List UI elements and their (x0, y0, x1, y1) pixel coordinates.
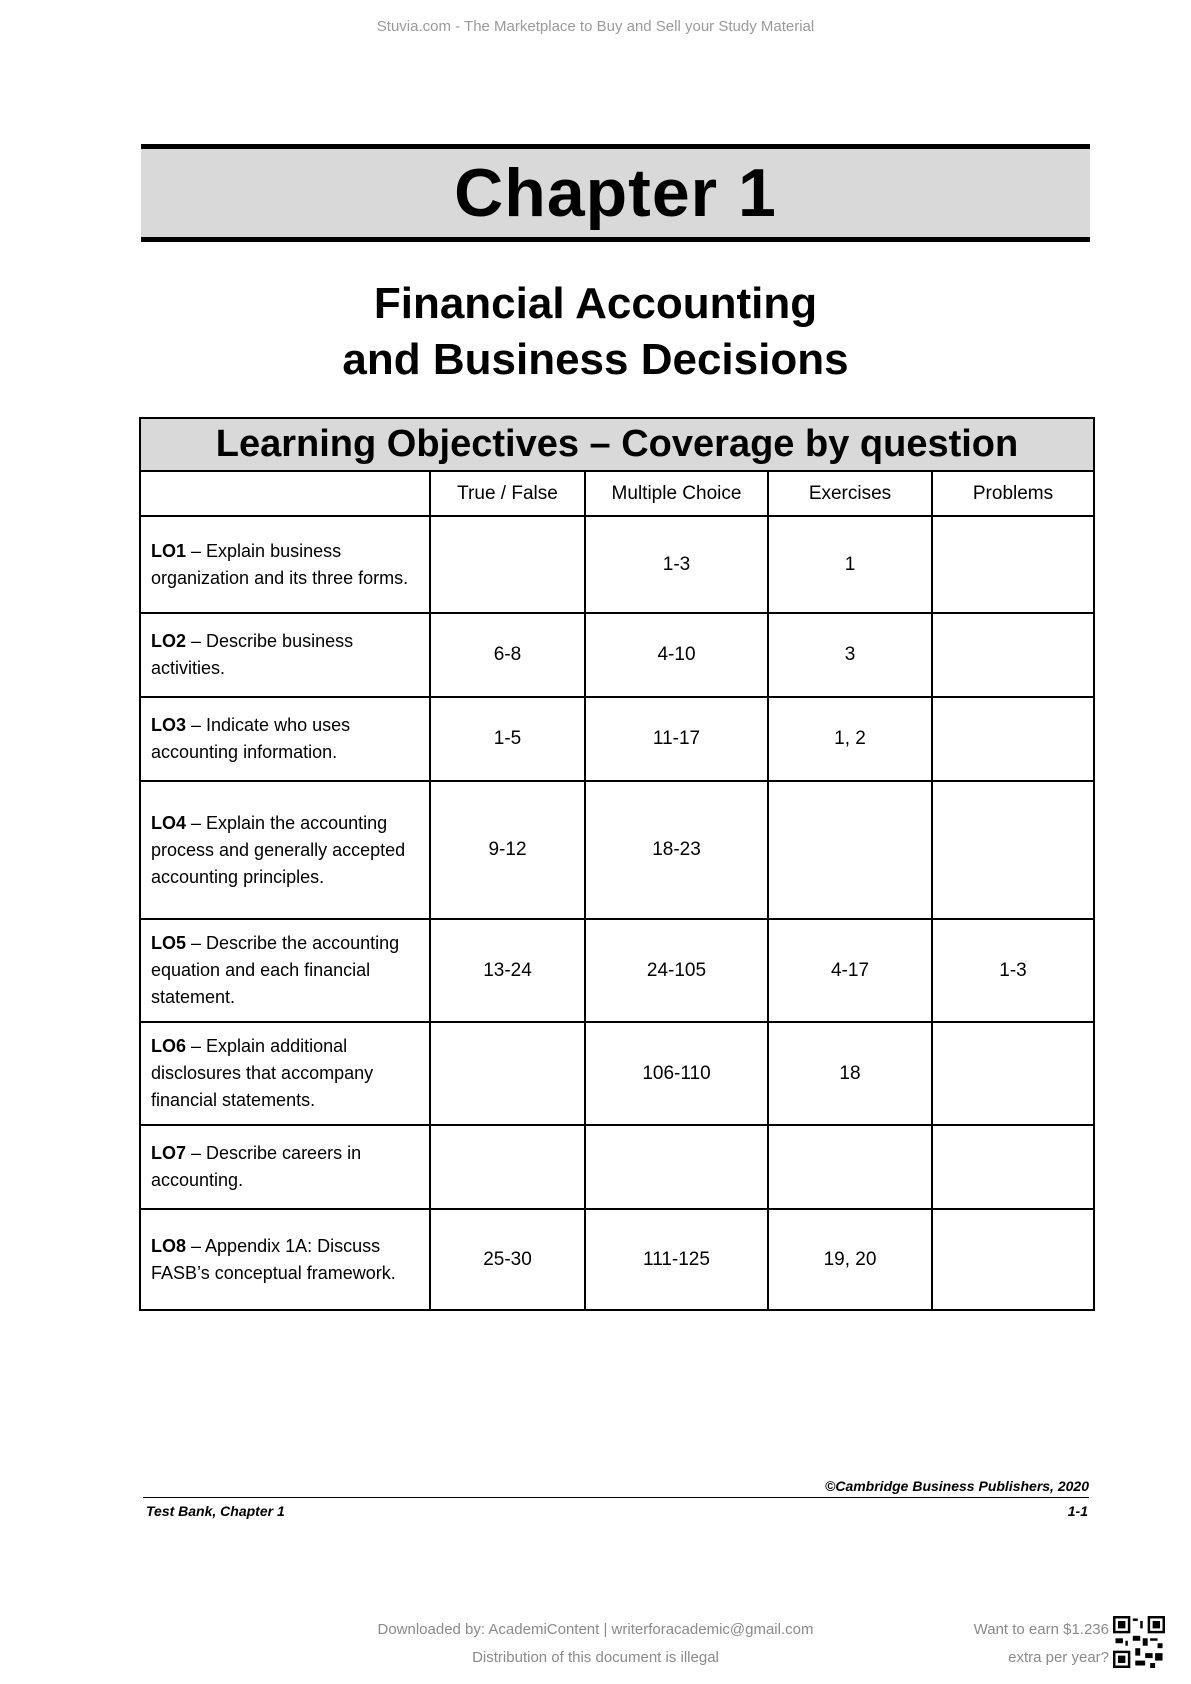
objective-description: – Describe the accounting equation and each financial statement. (151, 933, 400, 1007)
multiple-choice-cell (585, 1125, 768, 1209)
objective-description: – Explain business organization and its three forms. (151, 540, 409, 588)
objective-cell (140, 781, 430, 919)
true-false-cell: 13-24 (430, 919, 585, 1022)
earn-promo-line-2[interactable]: extra per year? (1008, 1649, 1109, 1666)
earn-promo-line-1[interactable]: Want to earn $1.236 (973, 1621, 1109, 1638)
table-row (140, 1209, 1094, 1310)
multiple-choice-cell: 1-3 (585, 516, 768, 613)
multiple-choice-cell: 111-125 (585, 1209, 768, 1310)
objective-code: LO2 (151, 631, 187, 651)
true-false-cell: 9-12 (430, 781, 585, 919)
distribution-notice: Distribution of this document is illegal (472, 1649, 719, 1666)
table-row (140, 516, 1094, 613)
table-title: Learning Objectives – Coverage by question (140, 418, 1094, 471)
table-row (140, 1022, 1094, 1125)
objective-code: LO6 (151, 1036, 187, 1056)
multiple-choice-cell: 24-105 (585, 919, 768, 1022)
objective-description: – Explain additional disclosures that accompany financial statements. (151, 1036, 374, 1110)
header-multiple-choice: Multiple Choice (585, 471, 768, 516)
true-false-cell (430, 1125, 585, 1209)
exercises-cell: 1 (768, 516, 932, 613)
objective-description: – Describe business activities. (151, 631, 354, 678)
objective-description: – Explain the accounting process and generally accepted accounting principles. (151, 812, 406, 887)
exercises-cell: 19, 20 (768, 1209, 932, 1310)
true-false-cell (430, 1022, 585, 1125)
table-header-row (140, 471, 1094, 516)
downloaded-by-notice: Downloaded by: AcademiContent | writerforacademic@gmail.com (377, 1621, 814, 1638)
learning-objectives-table (139, 417, 1095, 1311)
true-false-cell (430, 516, 585, 613)
qr-code-icon[interactable] (1113, 1616, 1165, 1668)
true-false-cell: 6-8 (430, 613, 585, 697)
multiple-choice-cell: 4-10 (585, 613, 768, 697)
table-row (140, 697, 1094, 781)
chapter-title: Chapter 1 (454, 155, 777, 231)
header-true-false: True / False (430, 471, 585, 516)
multiple-choice-cell: 18-23 (585, 781, 768, 919)
exercises-cell: 1, 2 (768, 697, 932, 781)
chapter-banner (141, 144, 1090, 242)
stuvia-watermark: Stuvia.com - The Marketplace to Buy and Sell your Study Material (376, 18, 815, 35)
exercises-cell: 4-17 (768, 919, 932, 1022)
objective-code: LO4 (151, 812, 187, 833)
objective-cell (140, 1209, 430, 1310)
objective-code: LO7 (151, 1143, 187, 1163)
problems-cell (932, 516, 1094, 613)
objective-cell (140, 1022, 430, 1125)
objective-cell (140, 697, 430, 781)
problems-cell (932, 697, 1094, 781)
problems-cell (932, 1209, 1094, 1310)
objective-code: LO5 (151, 933, 187, 953)
problems-cell: 1-3 (932, 919, 1094, 1022)
problems-cell (932, 1022, 1094, 1125)
multiple-choice-cell: 106-110 (585, 1022, 768, 1125)
problems-cell (932, 781, 1094, 919)
exercises-cell: 18 (768, 1022, 932, 1125)
exercises-cell: 3 (768, 613, 932, 697)
objective-description: – Appendix 1A: Discuss FASB’s conceptual framework. (151, 1235, 396, 1283)
chapter-subtitle (0, 276, 1191, 388)
objective-code: LO3 (151, 715, 187, 735)
problems-cell (932, 1125, 1094, 1209)
objective-description: – Describe careers in accounting. (151, 1143, 362, 1190)
table-row (140, 919, 1094, 1022)
true-false-cell: 1-5 (430, 697, 585, 781)
exercises-cell (768, 1125, 932, 1209)
true-false-cell: 25-30 (430, 1209, 585, 1310)
footer-page-number: 1-1 (1067, 1503, 1088, 1519)
objective-cell (140, 1125, 430, 1209)
footer-book-title: Test Bank, Chapter 1 (146, 1503, 285, 1519)
objective-code: LO1 (151, 540, 187, 561)
subtitle-line-1: Financial Accounting (373, 279, 818, 328)
multiple-choice-cell: 11-17 (585, 697, 768, 781)
objective-description: – Indicate who uses accounting information. (151, 715, 351, 762)
header-problems: Problems (932, 471, 1094, 516)
objective-cell (140, 516, 430, 613)
problems-cell (932, 613, 1094, 697)
objective-code: LO8 (151, 1235, 187, 1256)
subtitle-line-2: and Business Decisions (342, 335, 849, 384)
exercises-cell (768, 781, 932, 919)
objective-cell (140, 613, 430, 697)
footer-rule (143, 1497, 1089, 1498)
objective-cell (140, 919, 430, 1022)
table-row (140, 781, 1094, 919)
table-row (140, 613, 1094, 697)
table-row (140, 1125, 1094, 1209)
header-blank (140, 471, 430, 516)
header-exercises: Exercises (768, 471, 932, 516)
footer-copyright: ©Cambridge Business Publishers, 2020 (825, 1478, 1089, 1494)
